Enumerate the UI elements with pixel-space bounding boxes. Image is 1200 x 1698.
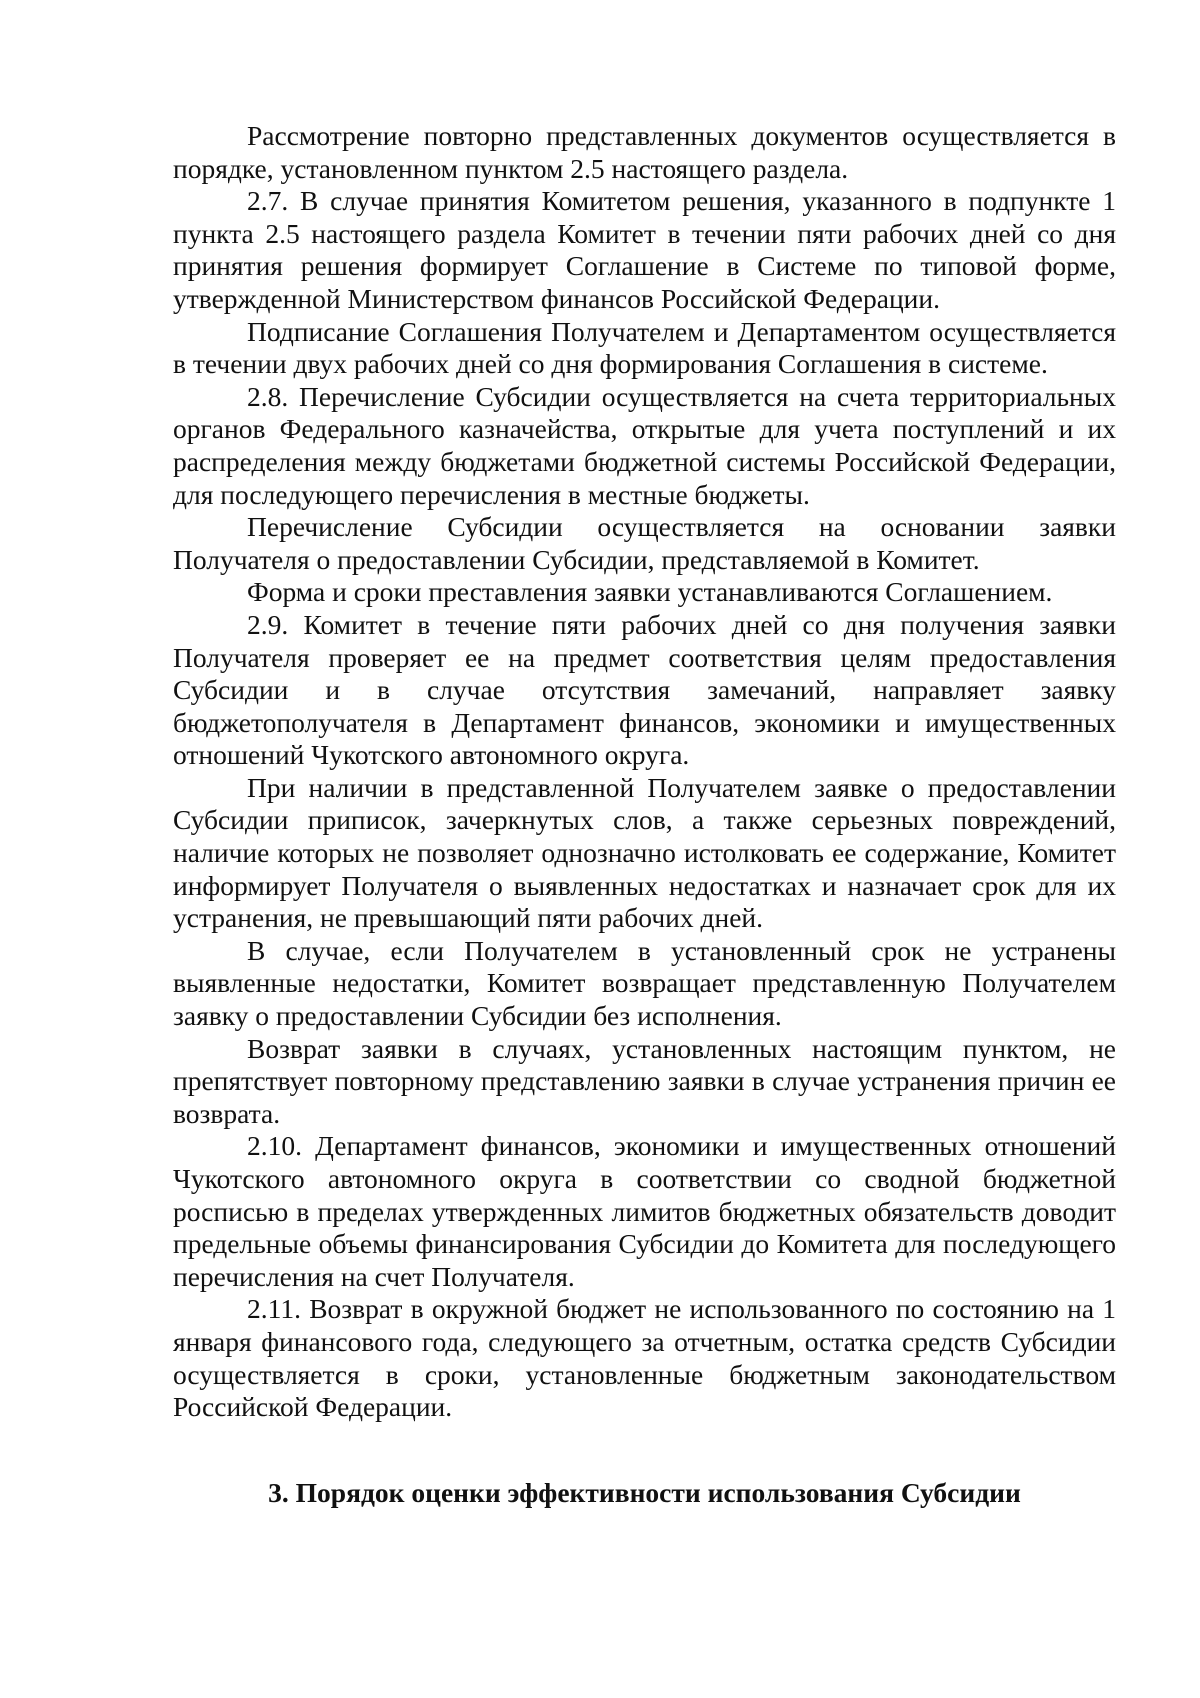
document-page — [173, 120, 1116, 1509]
paragraph-application-return: В случае, если Получателем в установленный срок не устранены выявленные недостатки, Комитет возвращает представленную Получателем заявку о предоставлении Субсидии без исполнения. — [173, 934, 1116, 1032]
paragraph-2-10: 2.10. Департамент финансов, экономики и имущественных отношений Чукотского автономного округа в соответствии со сводной бюджетной росписью в пределах утвержденных лимитов бюджетных обязательств доводит предельные объемы финансирования Субсидии до Комитета для последующего перечисления на счет Получателя. — [173, 1130, 1116, 1292]
paragraph-application-defects: При наличии в представленной Получателем заявке о предоставлении Субсидии приписок, зачеркнутых слов, а также серьезных повреждений, наличие которых не позволяет однозначно истолковать ее содержание, Комитет информирует Получателя о выявленных недостатках и назначает срок для их устранения, не превышающий пяти рабочих дней. — [173, 771, 1116, 934]
paragraph-application-form: Форма и сроки преставления заявки устанавливаются Соглашением. — [247, 576, 1053, 608]
paragraph-2-11: 2.11. Возврат в окружной бюджет не использованного по состоянию на 1 января финансового года, следующего за отчетным, остатка средств Субсидии осуществляется в сроки, установленные бюджетным законодательством Российской Федерации. — [173, 1293, 1116, 1423]
section-heading: 3. Порядок оценки эффективности использования Субсидии — [268, 1476, 1021, 1508]
paragraph-transfer-basis: Перечисление Субсидии осуществляется на основании заявки Получателя о предоставлении Субсидии, представляемой в Комитет. — [173, 511, 1116, 575]
paragraph-2-7: 2.7. В случае принятия Комитетом решения, указанного в подпункте 1 пункта 2.5 настоящего раздела Комитет в течении пяти рабочих дней со дня принятия решения формирует Соглашение в Системе по типовой форме, утвержденной Министерством финансов Российской Федерации. — [173, 185, 1116, 314]
paragraph-2-8: 2.8. Перечисление Субсидии осуществляется на счета территориальных органов Федерального казначейства, открытые для учета поступлений и их распределения между бюджетами бюджетной системы Российской Федерации, для последующего перечисления в местные бюджеты. — [173, 380, 1116, 510]
paragraph-agreement-signing: Подписание Соглашения Получателем и Департаментом осуществляется в течении двух рабочих дней со дня формирования Соглашения в системе. — [173, 315, 1116, 380]
paragraph-resubmission-review: Рассмотрение повторно представленных документов осуществляется в порядке, установленном пунктом 2.5 настоящего раздела. — [173, 120, 1116, 184]
paragraph-resubmission-allowed: Возврат заявки в случаях, установленных настоящим пунктом, не препятствует повторному представлению заявки в случае устранения причин ее возврата. — [173, 1032, 1116, 1129]
paragraph-2-9: 2.9. Комитет в течение пяти рабочих дней со дня получения заявки Получателя проверяет ее на предмет соответствия целям предоставления Субсидии и в случае отсутствия замечаний, направляет заявку бюджетополучателя в Департамент финансов, экономики и имущественных отношений Чукотского автономного округа. — [173, 608, 1116, 771]
